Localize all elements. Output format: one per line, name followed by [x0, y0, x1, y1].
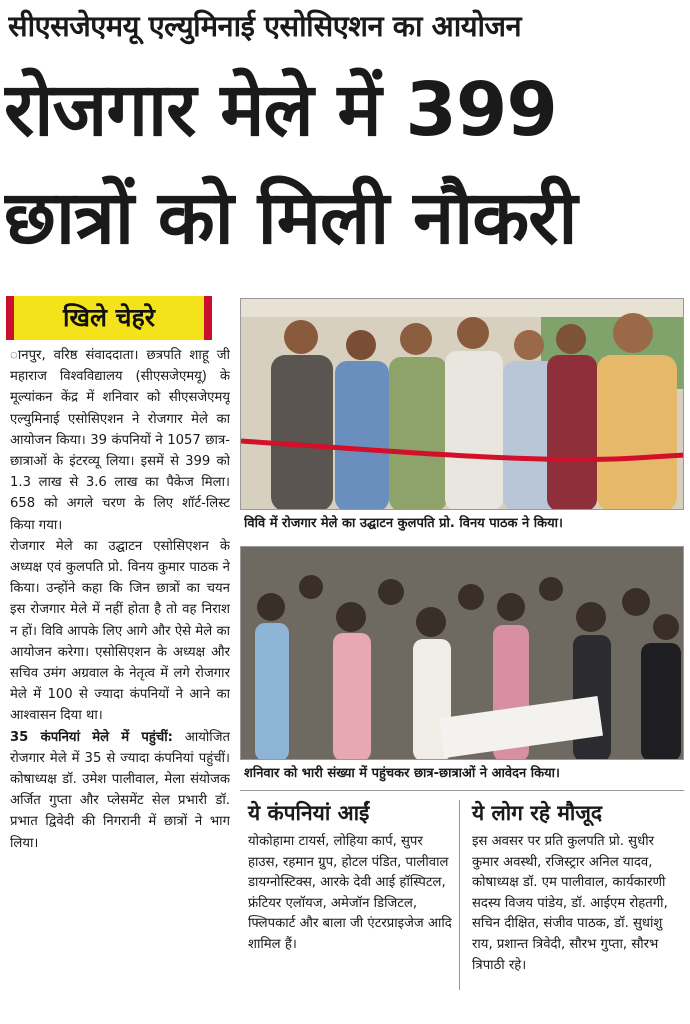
article-body [10, 345, 230, 1015]
crowd-illustration [241, 547, 684, 760]
inauguration-illustration [241, 299, 684, 510]
photo-caption-1: विवि में रोजगार मेले का उद्घाटन कुलपति प्रो. विनय पाठक ने किया। [244, 516, 563, 531]
divider [240, 790, 684, 791]
subhead-text: आयोजित रोजगार मेले में 35 से ज्यादा कंपनियां पहुंचीं। कोषाध्यक्ष डॉ. उमेश पालीवाल, मेला संयोजक अर्जित गुप्ता और प्लेसमेंट सेल प्रभारी डॉ. प्रभात द्विवेदी की निगरानी में छात्रों ने भाग लिया। [10, 729, 230, 851]
attendees-box-text: इस अवसर पर प्रति कुलपति प्रो. सुधीर कुमार अवस्थी, रजिस्ट्रार अनिल यादव, कोषाध्यक्ष डॉ. एम पालीवाल, कार्यकारणी सदस्य विजय पांडेय, डॉ. आईएम रोहतगी, सचिन दीक्षित, संजीव पाठक, डॉ. सुधांशु राय, प्रशान्त त्रिवेदी, सौरभ गुप्ता, सौरभ त्रिपाठी रहे। [472, 834, 668, 973]
photo-caption-2: शनिवार को भारी संख्या में पहुंचकर छात्र-छात्राओं ने आवेदन किया। [244, 766, 560, 781]
paragraph: ानपुर, वरिष्ठ संवाददाता। छत्रपति शाहू जी महाराज विश्वविद्यालय (सीएसजेएमयू) के मूल्यांकन केंद्र में शनिवार को सीएसजेएमयू एल्युमिनाई एसोसिएशन ने रोजगार मेले का आयोजन किया। 39 कंपनियों ने 1057 छात्र-छात्राओं के इंटरव्यू लिया। इसमें से 399 को 1.3 लाख से 3.6 लाख का पैकेज मिला। 658 को अगले चरण के लिए शॉर्ट-लिस्ट किया गया। [10, 348, 230, 533]
inauguration-photo [240, 298, 684, 510]
crowd-photo [240, 546, 684, 760]
headline-line-1: रोजगार मेले में 399 [4, 67, 557, 153]
headline-line-2: छात्रों को मिली नौकरी [4, 175, 577, 261]
paragraph: रोजगार मेले का उद्घाटन एसोसिएशन के अध्यक्ष एवं कुलपति प्रो. विनय कुमार पाठक ने किया। उन्होंने कहा कि जिन छात्रों का चयन इस रोजगार मेले में नहीं होता है तो वह निराश न हों। विवि आपके लिए आगे और ऐसे मेले का आयोजन करेगा। एसोसिएशन के अध्यक्ष और सचिव उमंग अग्रवाल के नेतृत्व में लगे रोजगार मेले में 100 से ज्यादा कंपनियों ने आने का आश्वासन दिया था। [10, 538, 230, 724]
companies-box-text: योकोहामा टायर्स, लोहिया कार्प, सुपर हाउस, रहमान ग्रुप, होटल पंडित, पालीवाल डायग्नोस्टिक्स, आरके देवी आई हॉस्पिटल, फ्रंटियर एलॉयज, अमेजॉन डिजिटल, फ्लिपकार्ट और बाला जी एंटरप्राइजेज आदि शामिल हैं। [248, 834, 452, 952]
column-divider [459, 800, 460, 990]
attendees-box-title: ये लोग रहे मौजूद [472, 801, 603, 825]
kicker-headline: सीएसजेएमयू एल्युमिनाई एसोसिएशन का आयोजन [8, 9, 522, 43]
companies-box-title: ये कंपनियां आईं [248, 801, 370, 825]
section-tag: खिले चेहरे [6, 296, 212, 340]
subhead-paragraph [10, 727, 230, 854]
subhead: 35 कंपनियां मेले में पहुंचीं: [10, 729, 173, 745]
